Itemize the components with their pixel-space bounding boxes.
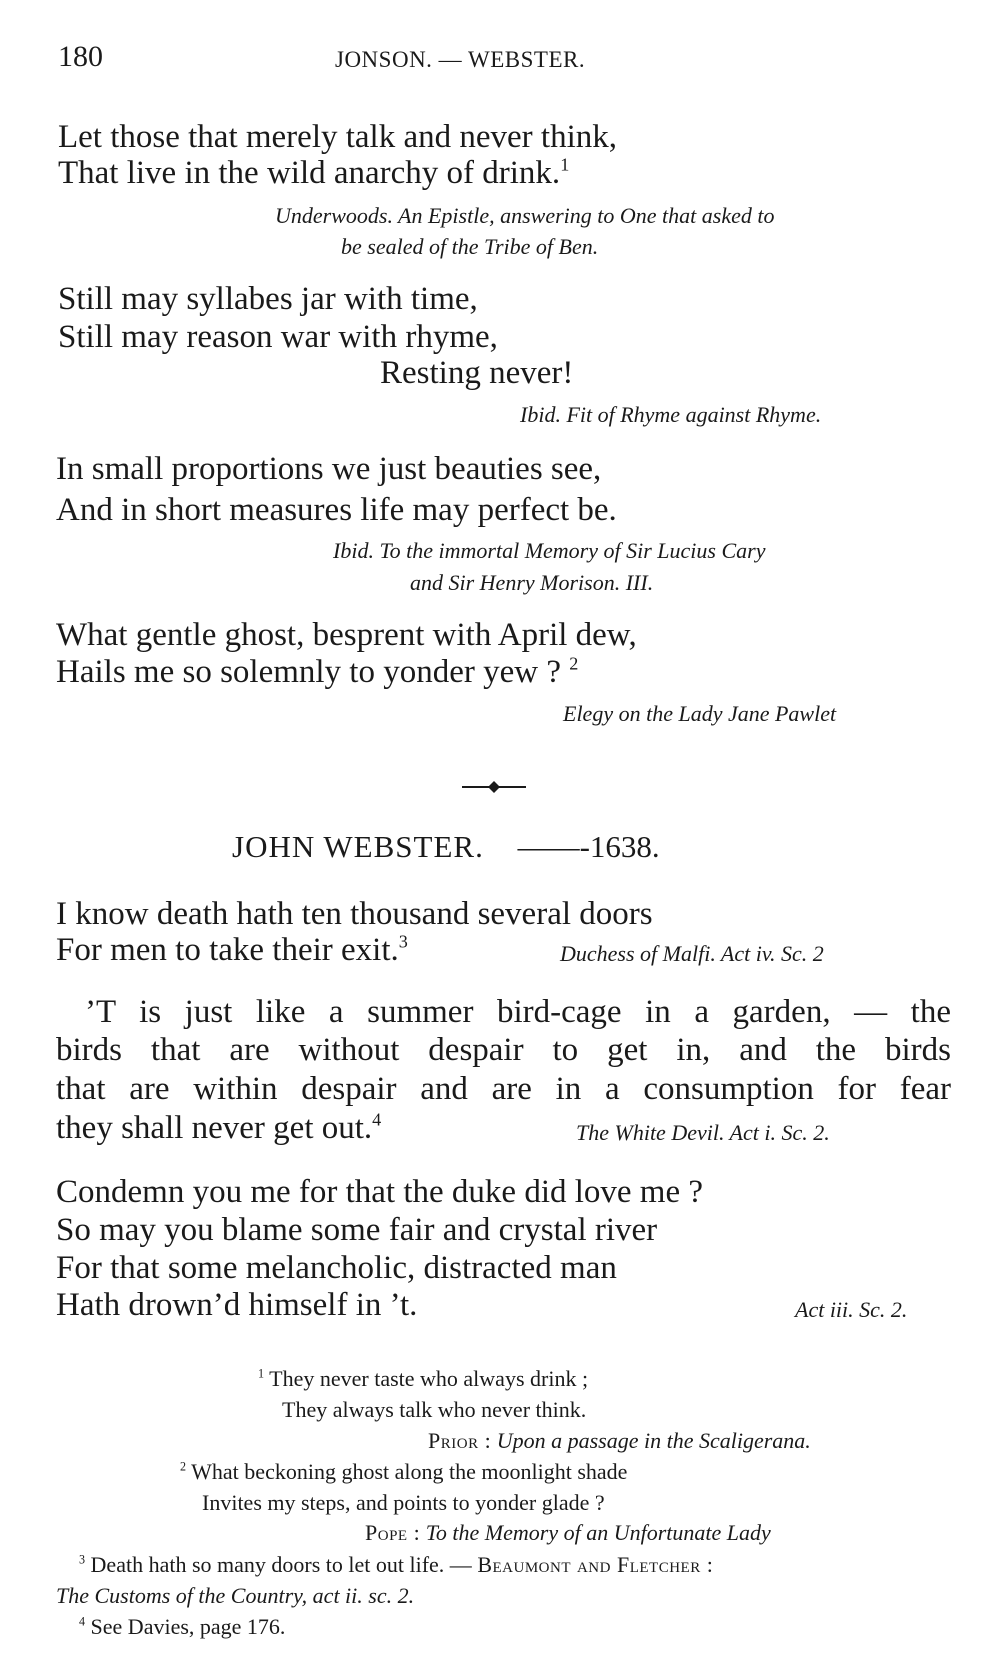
- jonson-q1-line-1: Let those that merely talk and never think,: [58, 119, 617, 155]
- footnote-3-line-1: [79, 1554, 713, 1576]
- footnote-3-author: Beaumont and Fletcher :: [477, 1552, 714, 1577]
- footnote-1-author: Prior :: [428, 1428, 492, 1453]
- jonson-q1-citation-1: Underwoods. An Epistle, answering to One that asked to: [275, 203, 775, 228]
- section-heading: [232, 831, 660, 862]
- footnote-3-text: Death hath so many doors to let out life. —: [90, 1552, 472, 1577]
- section-dates: ——-1638.: [517, 829, 660, 864]
- footnote-2-work: To the Memory of an Unfortunate Lady: [425, 1520, 771, 1545]
- jonson-q1-citation-2: be sealed of the Tribe of Ben.: [341, 234, 599, 259]
- jonson-q2-line-2: Still may reason war with rhyme,: [58, 319, 498, 355]
- page-number: 180: [58, 40, 103, 73]
- webster-q2-line-4-text: they shall never get out.: [56, 1110, 373, 1146]
- note-ref-1: 1: [560, 154, 570, 175]
- webster-q2-citation: The White Devil. Act i. Sc. 2.: [576, 1120, 830, 1145]
- note-ref-4: 4: [372, 1109, 382, 1130]
- webster-q3-citation: Act iii. Sc. 2.: [795, 1297, 908, 1322]
- jonson-q3-line-1: In small proportions we just beauties see,: [56, 451, 602, 487]
- ornament-divider: [462, 780, 526, 794]
- jonson-q3-line-2: And in short measures life may perfect be.: [56, 492, 617, 528]
- footnote-4-text: See Davies, page 176.: [90, 1614, 286, 1639]
- footnote-1-line-2: They always talk who never think.: [282, 1397, 587, 1422]
- jonson-q4-citation: Elegy on the Lady Jane Pawlet: [563, 701, 837, 726]
- webster-q3-line-3: For that some melancholic, distracted man: [56, 1250, 617, 1286]
- footnote-2-source: [365, 1522, 771, 1544]
- jonson-q2-line-1: Still may syllabes jar with time,: [58, 281, 478, 317]
- footnote-2-line-2: Invites my steps, and points to yonder glade ?: [202, 1490, 605, 1515]
- webster-q2-line-1: ’T is just like a summer bird-cage in a garden, — the: [85, 994, 951, 1030]
- footnote-3-work: The Customs of the Country, act ii. sc. 2.: [56, 1583, 415, 1608]
- footnote-4-number: 4: [79, 1614, 86, 1629]
- note-ref-3: 3: [398, 931, 408, 952]
- running-title: JONSON. — WEBSTER.: [335, 47, 586, 72]
- footnote-2-text-1: What beckoning ghost along the moonlight shade: [191, 1459, 628, 1484]
- webster-q3-line-2: So may you blame some fair and crystal river: [56, 1212, 658, 1248]
- jonson-q1-line-2: [58, 154, 570, 191]
- webster-q1-line-2: [56, 931, 408, 968]
- jonson-q1-line-2-text: That live in the wild anarchy of drink.: [58, 155, 561, 191]
- jonson-q3-citation-1: Ibid. To the immortal Memory of Sir Lucius Cary: [333, 538, 766, 563]
- note-ref-2: 2: [569, 653, 579, 674]
- webster-q3-line-1: Condemn you me for that the duke did love me ?: [56, 1174, 704, 1210]
- webster-q2-line-2: birds that are without despair to get in, and the birds: [56, 1032, 951, 1068]
- jonson-q2-citation: Ibid. Fit of Rhyme against Rhyme.: [520, 402, 822, 427]
- footnote-2-line-1: [180, 1461, 627, 1483]
- webster-q1-line-1: I know death hath ten thousand several doors: [56, 896, 653, 932]
- section-title: JOHN WEBSTER.: [232, 829, 484, 864]
- footnote-2-author: Pope :: [365, 1520, 421, 1545]
- footnote-1-number: 1: [258, 1366, 265, 1381]
- footnote-3-line-2: [56, 1585, 414, 1607]
- webster-q2-line-4: [56, 1109, 382, 1146]
- webster-q1-line-2-text: For men to take their exit.: [56, 932, 399, 968]
- jonson-q3-citation-2: and Sir Henry Morison. III.: [410, 570, 654, 595]
- footnote-4: [79, 1616, 285, 1638]
- jonson-q4-line-2: [56, 653, 579, 690]
- footnote-1-source: [428, 1430, 811, 1452]
- footnote-3-number: 3: [79, 1552, 86, 1567]
- footnote-1-work: Upon a passage in the Scaligerana.: [496, 1428, 811, 1453]
- jonson-q4-line-2-text: Hails me so solemnly to yonder yew ?: [56, 654, 561, 690]
- jonson-q2-line-3: Resting never!: [380, 355, 574, 391]
- jonson-q4-line-1: What gentle ghost, besprent with April dew,: [56, 617, 637, 653]
- webster-q3-line-4: Hath drown’d himself in ’t.: [56, 1287, 418, 1323]
- webster-q2-line-3: that are within despair and are in a consumption for fear: [56, 1071, 951, 1107]
- webster-q1-citation: Duchess of Malfi. Act iv. Sc. 2: [560, 941, 824, 966]
- footnote-2-number: 2: [180, 1459, 187, 1474]
- footnote-1-line-1: [258, 1368, 588, 1390]
- footnote-1-text-1: They never taste who always drink ;: [269, 1366, 589, 1391]
